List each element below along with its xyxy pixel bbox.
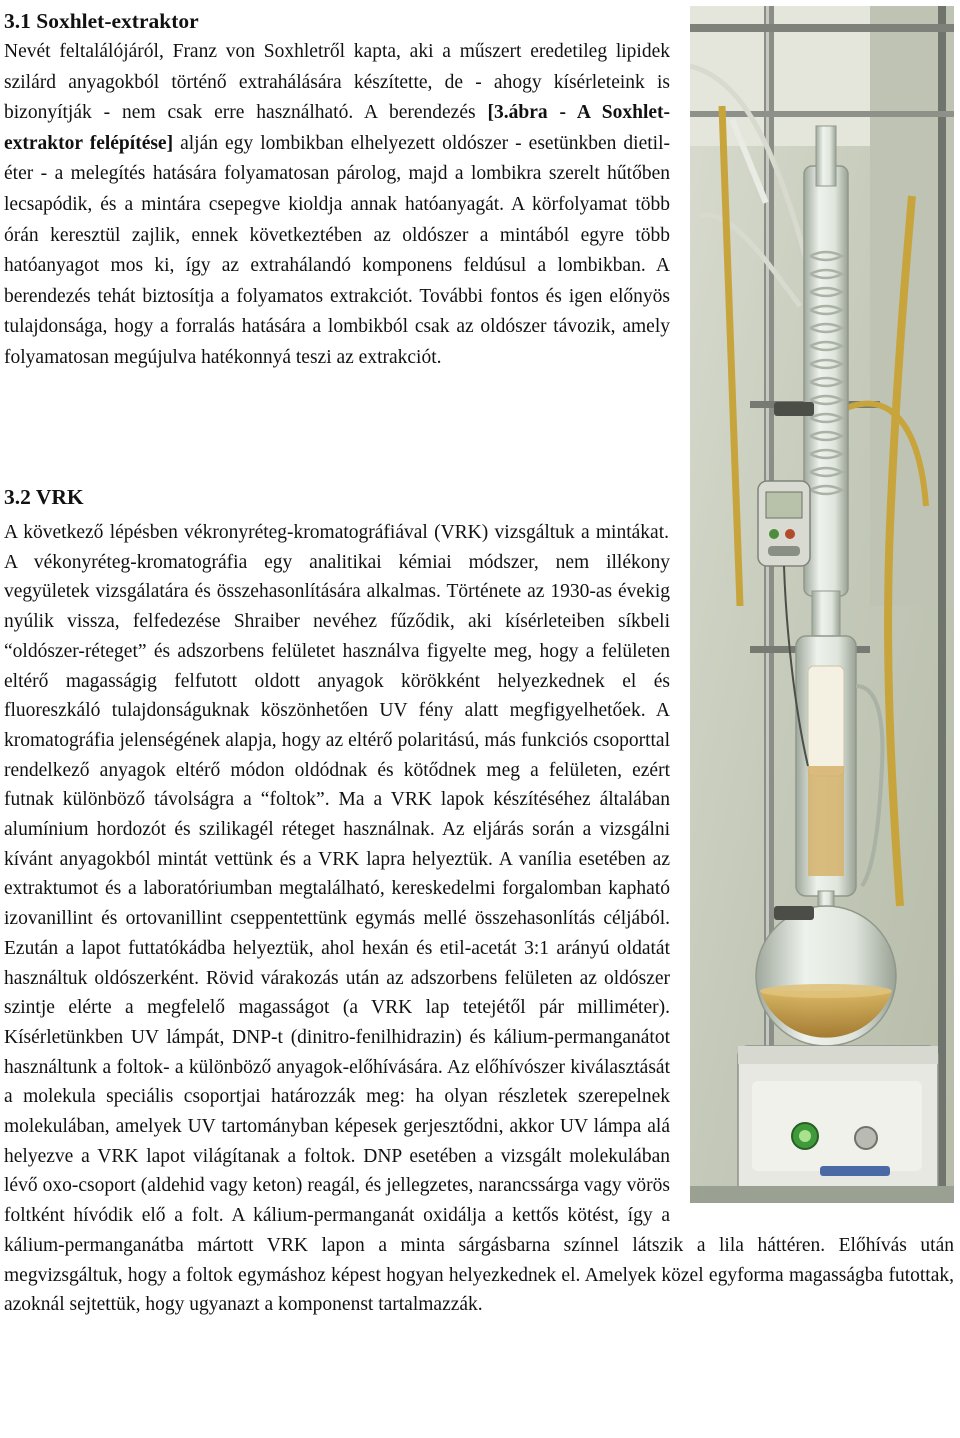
soxhlet-apparatus-photo [690, 6, 954, 1203]
paragraph-soxhlet-text-2: alján egy lombikban elhelyezett oldószer - esetünkben dietil-éter - a melegítés hatására folyamatosan párolog, majd a lombikra szerelt hűtőben lecsapódik, és a mintára csepegve kioldja annak hatóanyagát. A körfolyamat több órán keresztül zajlik, ennek következtében az oldószer a mintából egyre több hatóanyagot mos ki, így az extrahálandó komponens feldúsul a lombikban. A berendezés tehát biztosítja a folyamatos extrakciót. További fontos és igen előnyös tulajdonsága, hogy a forralás hatására a lombikból csak az oldószer távozik, amely folyamatosan megújulva hatékonnyá teszi az extrakciót. [4, 132, 670, 368]
paragraph-soxhlet-text-1: Nevét feltalálójáról, Franz von Soxhletről kapta, aki a műszert eredetileg lipidek szilárd anyagokból történő extrahálására készítette, de - ahogy kísérleteink is bizonyítják - nem csak erre használható. A berendezés [4, 41, 670, 124]
figure-reference: [3.ábra - A Soxhlet-extraktor felépítése] [4, 102, 671, 154]
section-heading-vrk: 3.2 VRK [4, 485, 84, 509]
paragraph-vrk-text-narrow: A következő lépésben vékronyréteg-kromatográfiával (VRK) vizsgáltuk a mintákat. A vékonyréteg-kromatográfia egy analitikai kémiai módszer, nem illékony vegyületek vizsgálatára és összehasonlítására alkalmas. Története az 1930-as évekig nyúlik vissza, felfedezése Shraiber nevéhez fűződik, aki kísérleteiben síkbeli “oldószer-réteget” és adszorbens felületet használva figyelte meg, hogy a felületen eltérő magasságig felfutott oldott anyagok körökként helyezkednek el és fluoreszkáló tulajdonságuknak köszönhetően UV fény alatt megfigyelhetőek. A kromatográfia jelenségének alapja, hogy az eltérő polaritású, más funkciós csoporttal rendelkező anyagok eltérő módon oldódnak és kötődnek meg a felületen, ezért futnak különböző távolságra a “foltok”. Ma a VRK lapok készítéséhez általában alumínium hordozót és szilikagél réteget használnak. Az eljárás során a vizsgálni kívánt anyagokból mintát vettünk és a VRK lapra helyeztük. A vanília esetében az extraktumot és a laboratóriumban megtalálható, kereskedelmi forgalomban kapható izovanillint és ortovanillint cseppentettünk egymás mellé összehasonlítás céljából. Ezután a lapot futtatókádba helyeztük, ahol hexán és etil-acetát 3:1 arányú oldatát használtuk oldószerként. Rövid várakozás után az adszorbens felületen az oldószer szintje elérte a megfelelő magasságot (a VRK lap tetejétől pár milliméter). Kísérletünkben UV lámpát, DNP-t (dinitro-fenilhidrazin) és kálium-permanganátot használtunk a foltok- a különböző anyagok-előhívására. Az előhívószer kiválasztását a molekula speciális [4, 522, 670, 1108]
paragraph-vrk-text-full: csoportjai határozzák meg: ha olyan részletek szerepelnek molekulában, amelyek UV tartományban képesek gerjesztődni, akkor UV lámpa alá helyezve a VRK lapot világítanak a foltok. DNP esetében a vizsgált molekulában lévő oxo-csoport (aldehid vagy keton) reagál, és jellegzetes, narancssárga vagy vörös foltként hívódik elő a folt. A kálium-permanganát oxidálja a kettős kötést, így a kálium-permanganátba mártott VRK lapon a minta sárgásbarna színnel látszik a lila háttéren. Előhívás után megvizsgáltuk, hogy a foltok egymáshoz képest hogyan helyezkednek el. Amelyek közel egyforma magasságba futottak, azoknál sejtettük, hogy ugyanazt a komponenst tartalmazzák. [4, 1086, 954, 1316]
paragraph-soxhlet [4, 37, 670, 374]
section-heading-soxhlet: 3.1 Soxhlet-extraktor [4, 9, 199, 33]
photo-wrap-spacer [669, 518, 670, 519]
